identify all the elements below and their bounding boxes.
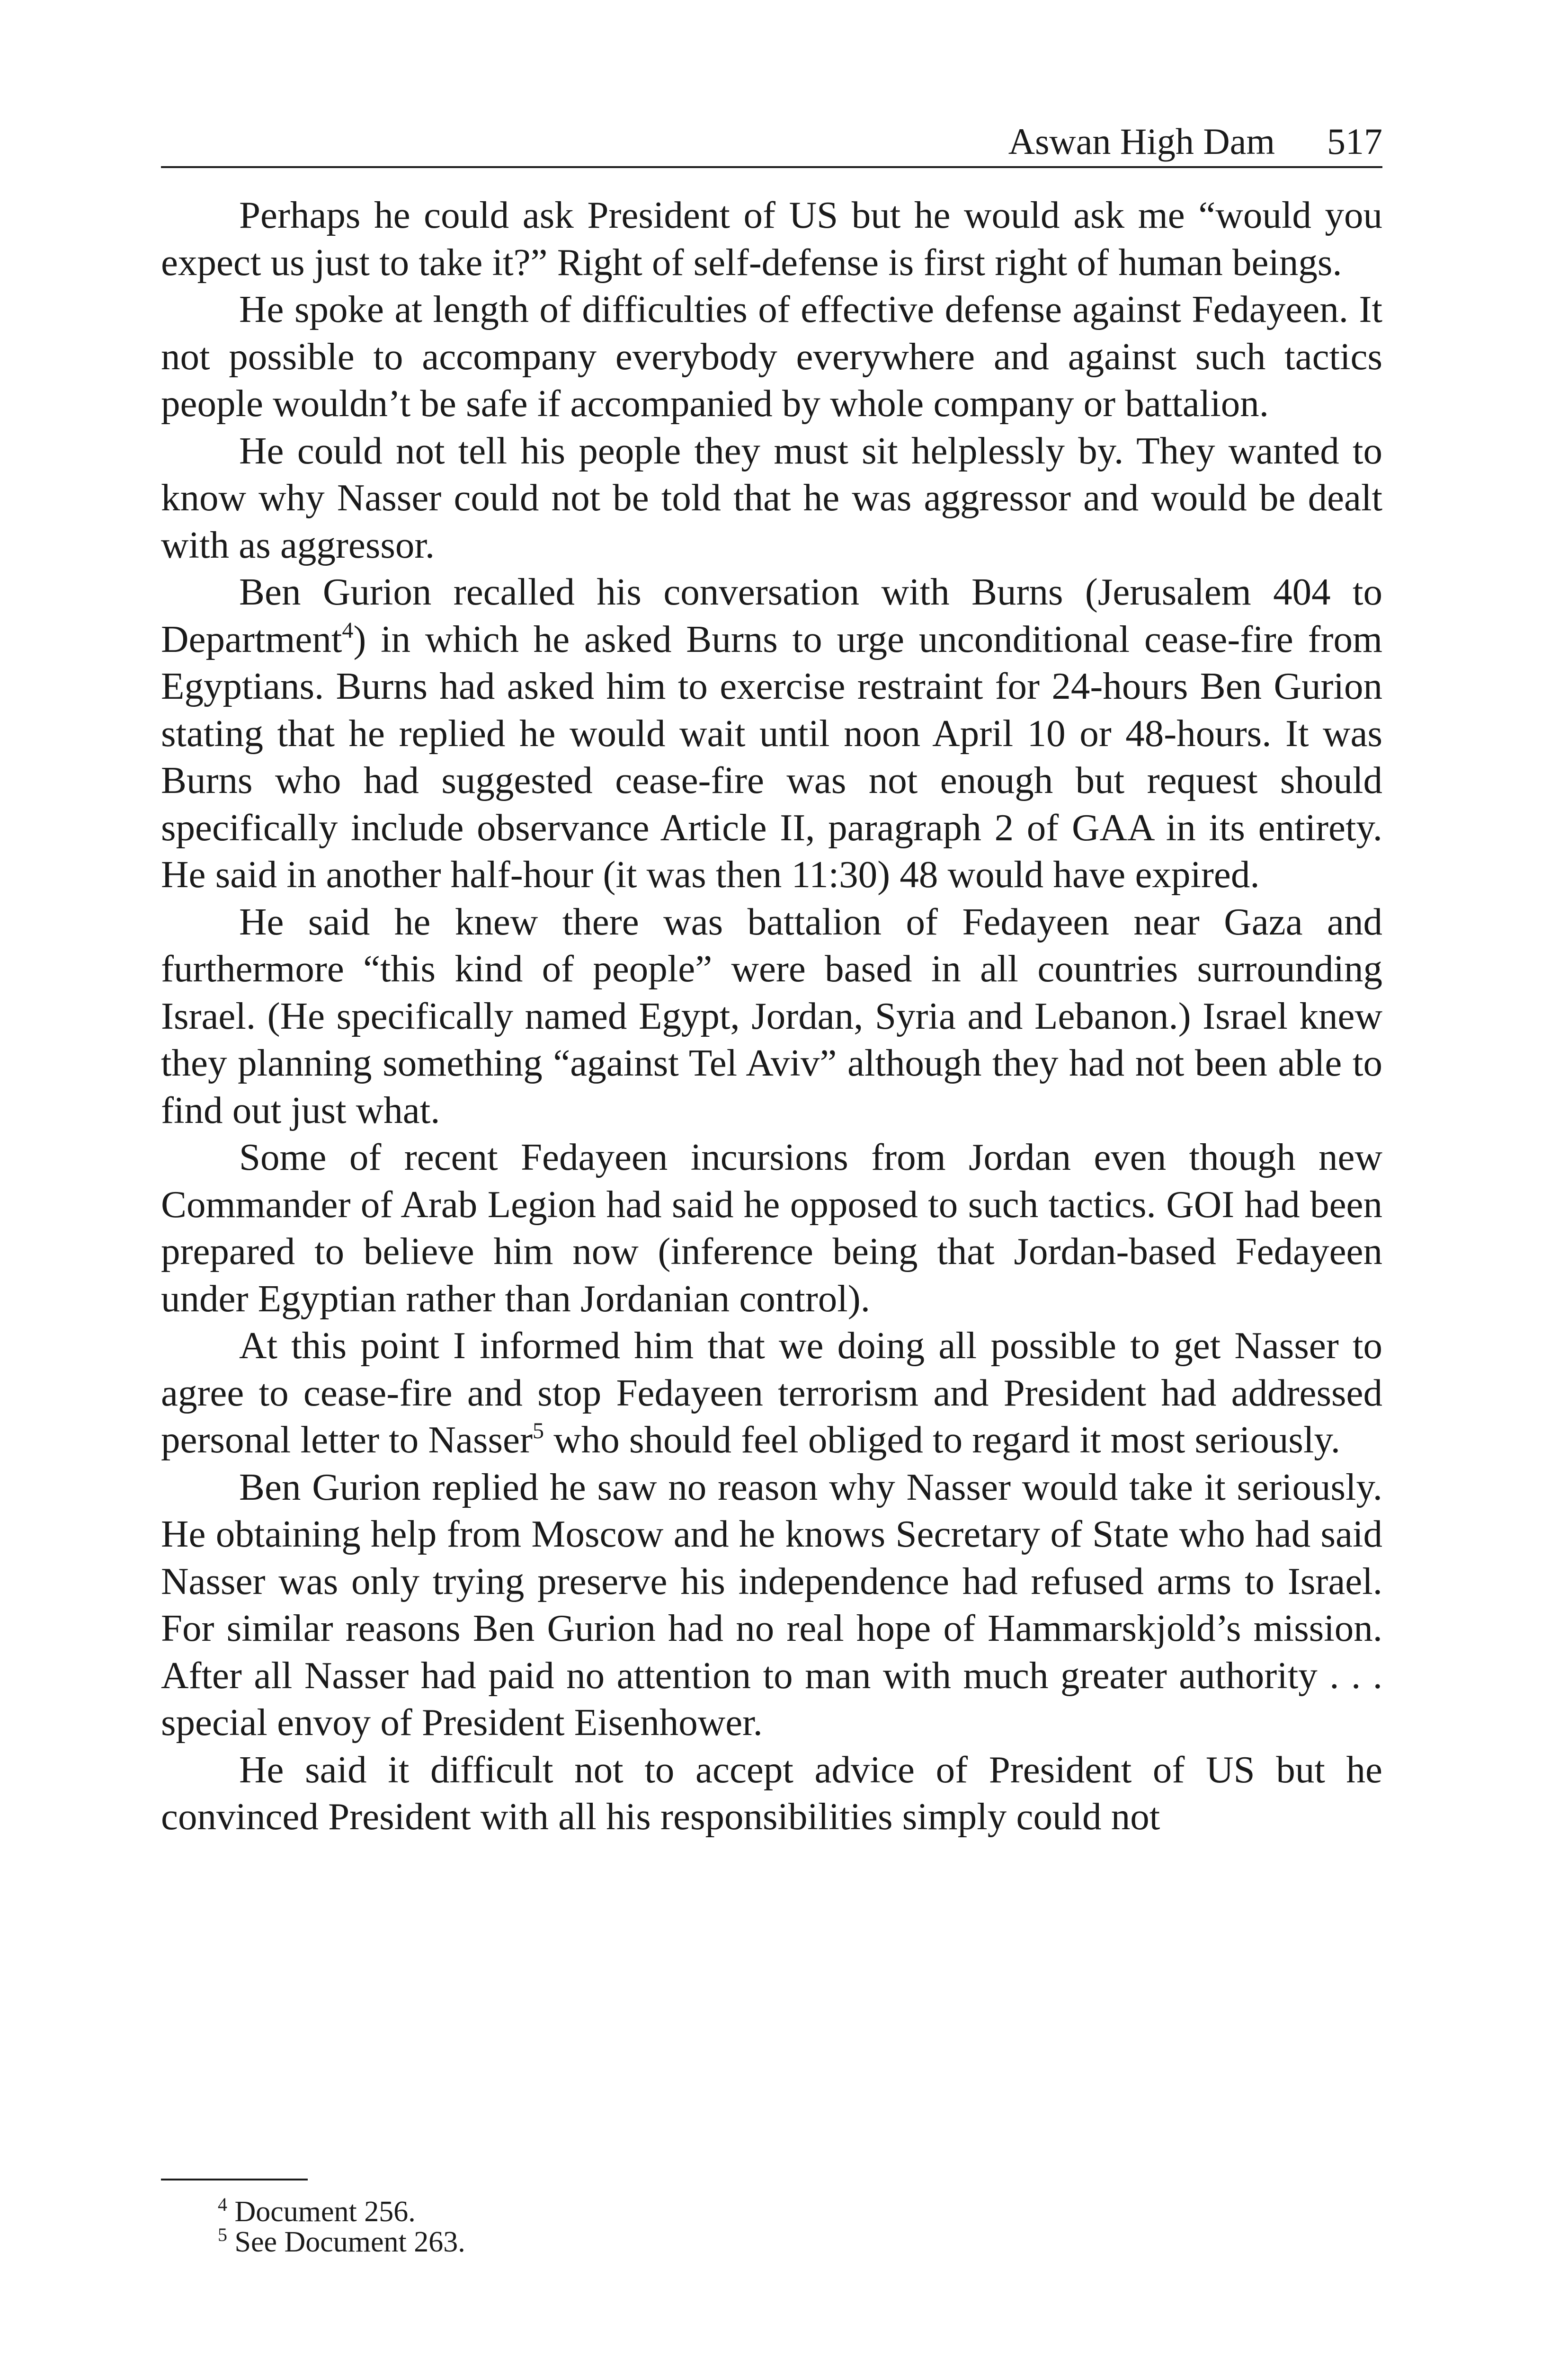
paragraph: He said he knew there was battalion of Fedayeen near Gaza and furthermore “this kind of people” were based in all countries surrounding Israel. (He specifically named Egypt, Jordan, Syria and Lebanon.) Israel knew they planning something “against Tel Aviv” although they had not been able to find out just what. (161, 900, 1382, 1131)
paragraph: He spoke at length of difficulties of effective defense against Fedayeen. It not possible to accompany everybody everywhere and against such tactics people wouldn’t be safe if accompanied by whole company or battalion. (161, 288, 1382, 425)
footnote-reference: 5 (532, 1418, 544, 1443)
paragraph: Ben Gurion replied he saw no reason why Nasser would take it seriously. He obtaining help from Moscow and he knows Secretary of State who had said Nasser was only trying preserve his independence had refused arms to Israel. For similar reasons Ben Gurion had no real hope of Hammarskjold’s mission. After all Nasser had paid no attention to man with much greater authority . . . special envoy of President Eisenhower. (161, 1465, 1382, 1744)
footnote-divider (161, 2179, 308, 2180)
footnote-marker: 5 (218, 2224, 227, 2245)
footnote-text: See Document 263. (234, 2226, 465, 2258)
paragraph-text: who should feel obliged to regard it most seriously. (543, 1418, 1340, 1461)
footnote (218, 2194, 465, 2228)
paragraph (161, 1322, 1382, 1464)
footnote-reference: 4 (342, 617, 354, 643)
footnote (218, 2224, 465, 2258)
paragraph: He could not tell his people they must sit helplessly by. They wanted to know why Nasser could not be told that he was aggressor and would be dealt with as aggressor. (161, 429, 1382, 566)
body-text (161, 192, 1382, 1841)
running-head-title: Aswan High Dam (1008, 121, 1275, 162)
paragraph: Some of recent Fedayeen incursions from Jordan even though new Commander of Arab Legion had said he opposed to such tactics. GOI had been prepared to believe him now (inference being that Jordan-based Fedayeen under Egyptian rather than Jordanian control). (161, 1136, 1382, 1320)
page (161, 123, 1382, 1841)
page-number: 517 (1327, 121, 1382, 162)
running-head (161, 123, 1382, 168)
footnote-text: Document 256. (234, 2196, 416, 2228)
paragraph-text: Ben Gurion recalled his conversation with Burns (Jerusalem 404 to Department (161, 570, 1382, 660)
paragraph (161, 569, 1382, 899)
footnote-marker: 4 (218, 2194, 227, 2215)
paragraph: Perhaps he could ask President of US but he would ask me “would you expect us just to take it?” Right of self-defense is first right of human beings. (161, 194, 1382, 284)
footnotes (218, 2194, 465, 2258)
paragraph-text: At this point I informed him that we doing all possible to get Nasser to agree to cease-fire and stop Fedayeen terrorism and President had addressed personal letter to Nasser (161, 1324, 1382, 1461)
paragraph-text: ) in which he asked Burns to urge unconditional cease-fire from Egyptians. Burns had asked him to exercise restraint for 24-hours Ben Gurion stating that he replied he would wait until noon April 10 or 48-hours. It was Burns who had suggested cease-fire was not enough but request should specifically include observance Article II, paragraph 2 of GAA in its entirety. He said in another half-hour (it was then 11:30) 48 would have expired. (161, 617, 1382, 896)
paragraph: He said it difficult not to accept advice of President of US but he convinced President with all his responsibilities simply could not (161, 1748, 1382, 1838)
